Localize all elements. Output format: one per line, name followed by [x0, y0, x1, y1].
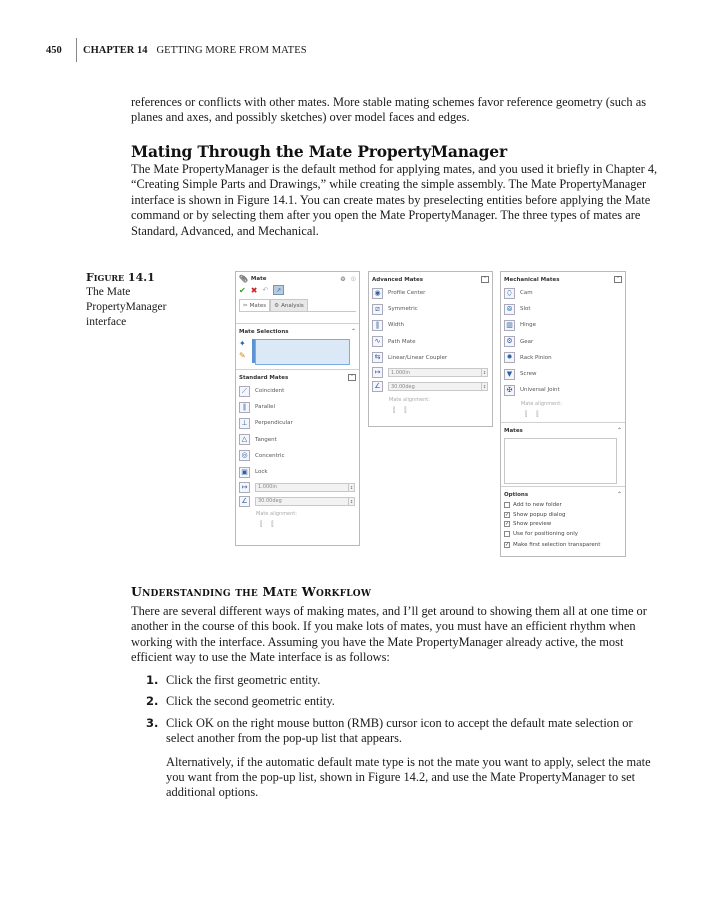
distance-icon[interactable]: ↦	[239, 482, 250, 493]
spinner-icon[interactable]: ↕	[349, 498, 354, 504]
head-divider	[76, 38, 77, 62]
aligned-icon[interactable]: ⫿	[260, 520, 263, 529]
step-number: 2.	[146, 694, 159, 709]
spinner-icon[interactable]: ↕	[482, 384, 487, 390]
mate-selections-header[interactable]: Mate Selections ⌃	[239, 328, 356, 335]
step-number: 3.	[146, 715, 159, 730]
option-show-preview[interactable]: ✓ Show preview	[505, 521, 552, 528]
step-item	[146, 673, 661, 688]
step-item	[146, 694, 661, 709]
checkbox-unchecked[interactable]	[504, 502, 510, 508]
cancel-x-icon[interactable]: ✖	[250, 285, 258, 295]
anti-aligned-icon[interactable]: ⫿	[536, 410, 539, 419]
distance-row	[236, 480, 359, 494]
symmetric-icon: ⧄	[372, 304, 383, 315]
mate-option-parallel[interactable]: ∥ Parallel	[236, 399, 359, 415]
aligned-icon[interactable]: ⫿	[393, 405, 396, 414]
distance-icon[interactable]: ↦	[372, 367, 383, 378]
perpendicular-icon: ⊥	[239, 418, 250, 429]
option-make-first-selection-transparent[interactable]: ✓ Make first selection transparent	[505, 542, 601, 549]
mate-option-concentric[interactable]: ◎ Concentric	[236, 448, 359, 464]
profile-center-icon: ◉	[372, 288, 383, 299]
tab-analysis[interactable]: ⚙ Analysis	[270, 299, 308, 311]
mechanical-mates-panel	[500, 271, 626, 557]
lock-icon: ▣	[239, 467, 250, 478]
pushpin-icon[interactable]: ↗	[273, 285, 284, 295]
width-icon: ‖	[372, 320, 383, 331]
step-text: Click the first geometric entity.	[166, 673, 321, 687]
page-number: 450	[46, 44, 62, 56]
step-text: Click the second geometric entity.	[166, 694, 335, 709]
mate-alignment-label: Mate alignment:	[521, 401, 562, 408]
figure-caption	[86, 270, 206, 330]
step-item	[146, 716, 661, 747]
distance-input[interactable]: 1.000in ↕	[255, 483, 355, 492]
multiple-mate-icon: ✎	[239, 351, 246, 360]
mates-list-box[interactable]	[504, 438, 617, 484]
collapse-icon[interactable]: ⌃	[615, 276, 621, 282]
step-text: Click OK on the right mouse button (RMB) cursor icon to accept the default mate selection or select another from the pop-up list that appears.	[166, 715, 633, 746]
path-mate-icon: ∿	[372, 336, 383, 347]
undo-icon[interactable]: ↶	[262, 286, 269, 294]
mate-option-gear[interactable]: ⚙ Gear	[501, 334, 625, 350]
collapse-icon[interactable]: ⌃	[349, 374, 355, 380]
pm-title: Mate	[250, 276, 267, 282]
angle-input[interactable]: 30.00deg ↕	[388, 382, 488, 391]
running-head	[46, 38, 307, 62]
mate-alignment-label: Mate alignment:	[389, 396, 430, 403]
mate-option-hinge[interactable]: ▥ Hinge	[501, 317, 625, 333]
aligned-icon[interactable]: ⫿	[525, 410, 528, 419]
linear-coupler-icon: ⇆	[372, 352, 383, 363]
anti-aligned-icon[interactable]: ⫿	[404, 405, 407, 414]
universal-joint-icon: ✠	[504, 385, 515, 396]
checkbox-checked[interactable]: ✓	[505, 542, 510, 549]
mate-option-rack-pinion[interactable]: ✹ Rack Pinion	[501, 350, 625, 366]
standard-mates-header[interactable]: Standard Mates ⌃	[239, 374, 355, 381]
steps-list	[146, 673, 661, 801]
advanced-mates-header[interactable]: Advanced Mates ⌃	[372, 276, 488, 283]
pm-title-row	[236, 272, 359, 284]
angle-row	[369, 380, 492, 394]
section-paragraph: The Mate PropertyManager is the default method for applying mates, and you used it briefly in Chapter 4, “Creating Simple Parts and Drawings,” while creating the simple assembly. The Mate PropertyManager interface is shown in Figure 14.1. You can create mates by preselecting entities before applying the Mate command or by selecting them after you open the Mate PropertyManager. The three types of mates are Standard, Advanced, and Mechanical.	[131, 162, 658, 238]
pm-tabs	[239, 299, 356, 311]
mate-clip-icon: ✂	[243, 302, 248, 309]
rack-pinion-icon: ✹	[504, 352, 515, 363]
mate-option-profile-center[interactable]: ◉ Profile Center	[369, 285, 492, 301]
checkbox-checked[interactable]: ✓	[505, 511, 510, 518]
mate-option-symmetric[interactable]: ⧄ Symmetric	[369, 301, 492, 317]
mate-alignment-label: Mate alignment:	[256, 511, 297, 518]
mechanical-mates-header[interactable]: Mechanical Mates ⌃	[504, 276, 621, 283]
chevron-up-icon[interactable]: ⌃	[350, 328, 356, 335]
checkbox-unchecked[interactable]	[504, 531, 510, 537]
action-row	[236, 284, 359, 296]
chevron-up-icon[interactable]: ⌃	[616, 427, 622, 435]
mate-option-screw[interactable]: ▼ Screw	[501, 366, 625, 382]
options-header[interactable]: Options ⌃	[504, 491, 622, 499]
option-show-popup-dialog[interactable]: ✓ Show popup dialog	[505, 511, 566, 518]
mate-selections-area	[236, 337, 359, 367]
mate-option-universal-joint[interactable]: ✠ Universal Joint	[501, 382, 625, 398]
option-use-for-positioning-only[interactable]: Use for positioning only	[501, 529, 625, 539]
mate-option-width[interactable]: ‖ Width	[369, 317, 492, 333]
figure-number: Figure 14.1	[86, 271, 155, 284]
advanced-mates-panel	[368, 271, 493, 427]
angle-row	[236, 494, 359, 508]
anti-aligned-icon[interactable]: ⫿	[271, 520, 274, 529]
mate-option-tangent[interactable]: △ Tangent	[236, 432, 359, 448]
parallel-icon: ∥	[239, 402, 250, 413]
whats-new-icon[interactable]: ❂	[340, 275, 346, 283]
coincident-icon: ⟋	[239, 386, 250, 397]
distance-row	[369, 366, 492, 380]
entities-to-mate-icon: ✦	[239, 339, 246, 348]
mate-option-slot[interactable]: ⦾ Slot	[501, 301, 625, 317]
subsection-paragraph: There are several different ways of making mates, and I’ll get around to showing them all at one time or another in the course of this book. If you make lots of mates, you must have an efficient rhythm when working with the interface. Assuming you have the Mate PropertyManager already active, the most efficient way to use the Mate interface is as follows:	[131, 604, 647, 665]
help-icon[interactable]: ☉	[350, 275, 356, 283]
entities-selection-box[interactable]	[255, 339, 350, 365]
chevron-up-icon[interactable]: ⌃	[616, 491, 622, 499]
mate-option-linear-coupler[interactable]: ⇆ Linear/Linear Coupler	[369, 350, 492, 366]
step-note: Alternatively, if the automatic default mate type is not the mate you want to apply, select the mate you want from the pop-up list, shown in Figure 14.2, and use the Mate PropertyManager to set additional options.	[166, 754, 651, 800]
spinner-icon[interactable]: ↕	[349, 484, 354, 490]
chapter-title: GETTING MORE FROM MATES	[156, 44, 307, 56]
distance-input[interactable]: 1.000in ↕	[388, 368, 488, 377]
intro-paragraph: references or conflicts with other mates. More stable mating schemes favor reference geometry (such as planes and axes, and possibly sketches) over model faces and edges.	[131, 95, 647, 125]
ok-check-icon[interactable]: ✔	[239, 285, 246, 295]
slot-icon: ⦾	[504, 304, 515, 315]
angle-input[interactable]: 30.00deg ↕	[255, 497, 355, 506]
cam-icon: ⬯	[504, 288, 515, 299]
section-heading: Mating Through the Mate PropertyManager	[131, 142, 507, 161]
mate-option-cam[interactable]: ⬯ Cam	[501, 285, 625, 301]
option-add-to-new-folder[interactable]: Add to new folder	[501, 500, 625, 510]
mate-option-lock[interactable]: ▣ Lock	[236, 464, 359, 480]
screw-icon: ▼	[504, 369, 515, 380]
mate-option-path-mate[interactable]: ∿ Path Mate	[369, 334, 492, 350]
subsection-heading: Understanding the Mate Workflow	[131, 584, 372, 599]
mate-clip-icon: 📎︎	[239, 275, 248, 283]
tab-mates[interactable]: ✂ Mates	[239, 299, 270, 311]
analysis-icon: ⚙	[274, 302, 280, 309]
step-number: 1.	[146, 673, 159, 687]
mate-property-manager-panel	[235, 271, 360, 546]
mate-option-coincident[interactable]: ⟋ Coincident	[236, 383, 359, 399]
tangent-icon: △	[239, 434, 250, 445]
mate-option-perpendicular[interactable]: ⊥ Perpendicular	[236, 415, 359, 431]
figure-caption-text: The Mate PropertyManager interface	[86, 286, 167, 328]
gear-icon: ⚙	[504, 336, 515, 347]
concentric-icon: ◎	[239, 450, 250, 461]
chapter-label: CHAPTER 14	[83, 44, 148, 56]
angle-icon[interactable]: ∠	[239, 496, 250, 507]
collapse-icon[interactable]: ⌃	[482, 276, 488, 282]
angle-icon[interactable]: ∠	[372, 381, 383, 392]
spinner-icon[interactable]: ↕	[482, 370, 487, 376]
mates-header[interactable]: Mates ⌃	[504, 427, 622, 435]
hinge-icon: ▥	[504, 320, 515, 331]
checkbox-checked[interactable]: ✓	[505, 521, 510, 528]
